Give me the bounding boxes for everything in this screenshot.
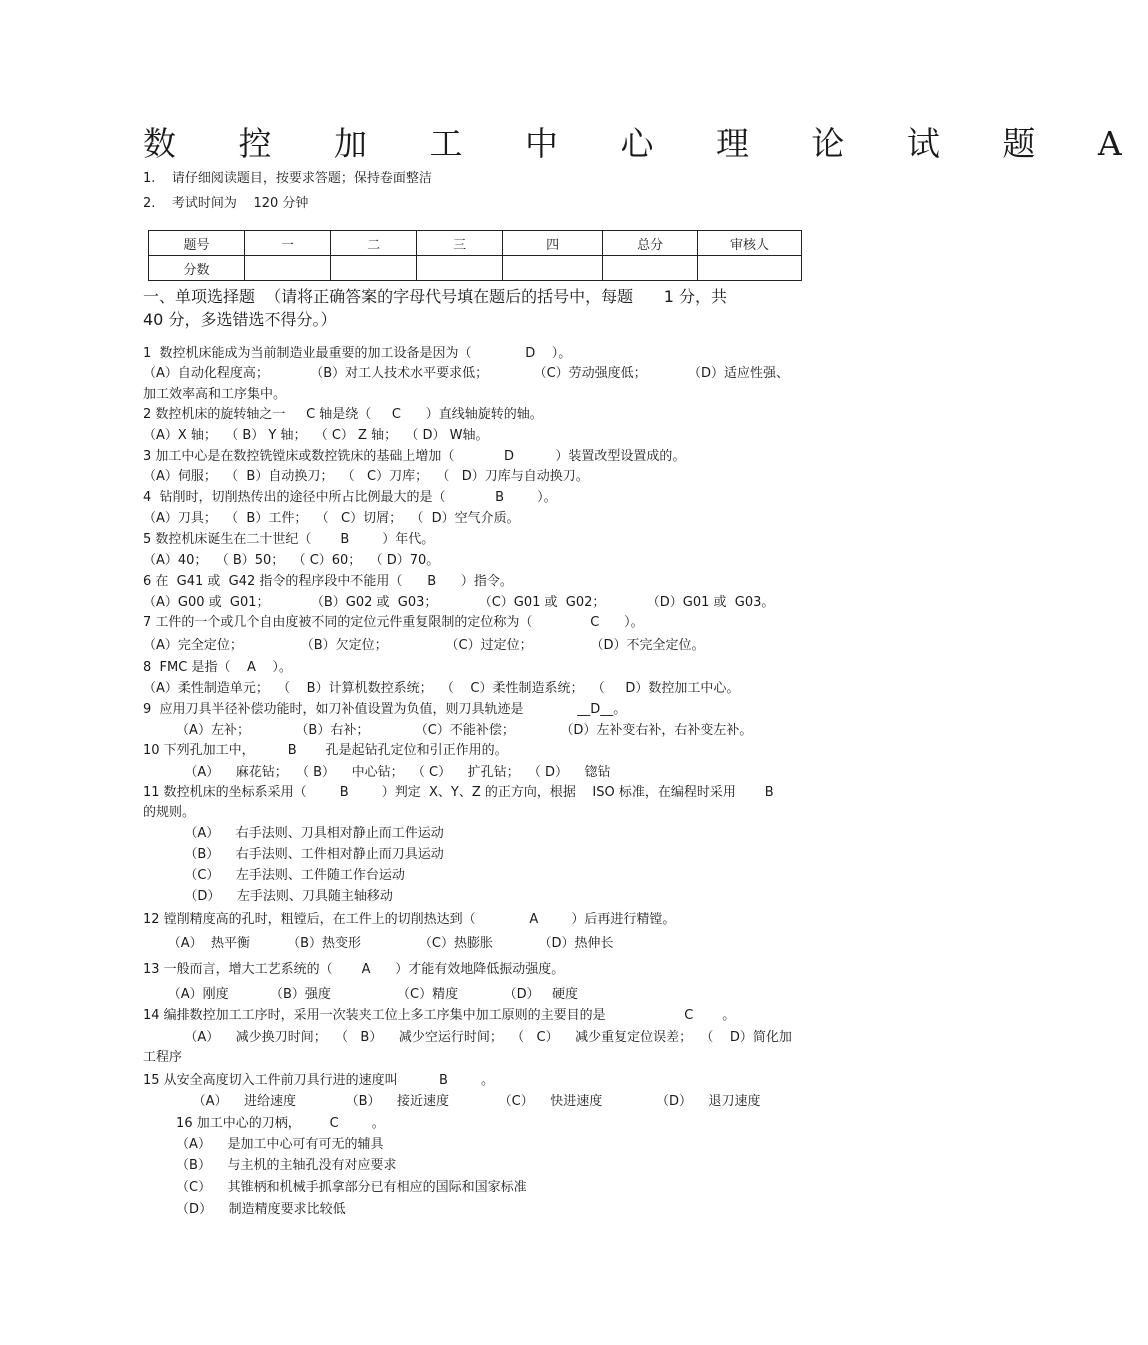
- question-line: （A）40； （ B）50； （ C）60； （ D）70。: [143, 553, 440, 568]
- question-line: （A）自动化程度高； （B）对工人技术水平要求低； （C）劳动强度低； （D）适应性强、: [143, 366, 790, 381]
- question-line: （A）柔性制造单元； （ B）计算机数控系统； （ C）柔性制造系统； （ D）数控加工中心。: [143, 681, 740, 696]
- instruction-2: 2. 考试时间为 120 分钟: [143, 196, 309, 211]
- question-line: 10 下列孔加工中， B 孔是起钻孔定位和引正作用的。: [143, 743, 508, 758]
- question-line: 8 FMC 是指（ A ）。: [143, 660, 292, 675]
- question-line: （D） 左手法则、刀具随主轴移动: [143, 889, 393, 904]
- question-line: 14 编排数控加工工序时，采用一次装夹工位上多工序集中加工原则的主要目的是 C 。: [143, 1008, 736, 1023]
- score-input-cell[interactable]: [417, 256, 503, 281]
- section-heading-line-1: 一、单项选择题 （请将正确答案的字母代号填在题后的括号中，每题 1 分，共: [143, 287, 727, 306]
- question-line: （C） 左手法则、工件随工作台运动: [143, 868, 405, 883]
- question-line: 15 从安全高度切入工件前刀具行进的速度叫 B 。: [143, 1073, 494, 1088]
- question-line: 16 加工中心的刀柄， C 。: [143, 1116, 385, 1131]
- question-line: 2 数控机床的旋转轴之一 C 轴是绕（ C ）直线轴旋转的轴。: [143, 407, 543, 422]
- question-line: （A）X 轴； （ B） Y 轴； （ C） Z 轴； （ D） W轴。: [143, 428, 489, 443]
- question-line: （D） 制造精度要求比较低: [143, 1202, 346, 1217]
- question-line: 11 数控机床的坐标系采用（ B ）判定 X、Y、Z 的正方向，根据 ISO 标准，在编程时采用 B: [143, 785, 774, 800]
- score-table-header-row: [149, 231, 802, 256]
- score-header-cell: 二: [331, 231, 417, 256]
- score-header-cell: 四: [503, 231, 603, 256]
- question-line: （C） 其锥柄和机械手抓拿部分已有相应的国际和国家标准: [143, 1180, 527, 1195]
- question-line: 1 数控机床能成为当前制造业最重要的加工设备是因为（ D ）。: [143, 346, 572, 361]
- question-line: （A） 进给速度 （B） 接近速度 （C） 快进速度 （D） 退刀速度: [143, 1094, 761, 1109]
- question-line: 工程序: [143, 1050, 183, 1065]
- question-line: 的规则。: [143, 805, 196, 820]
- question-line: （A）左补； （B）右补； （C）不能补偿； （D）左补变右补，右补变左补。: [143, 723, 753, 738]
- score-input-cell[interactable]: [603, 256, 698, 281]
- score-header-cell: 审核人: [698, 231, 802, 256]
- score-input-cell[interactable]: [244, 256, 330, 281]
- question-line: （A） 是加工中心可有可无的辅具: [143, 1137, 384, 1152]
- question-line: 7 工件的一个或几个自由度被不同的定位元件重复限制的定位称为（ C ）。: [143, 615, 644, 630]
- question-line: 6 在 G41 或 G42 指令的程序段中不能用（ B ）指令。: [143, 574, 513, 589]
- score-header-cell: 总分: [603, 231, 698, 256]
- question-line: （A）完全定位； （B）欠定位； （C）过定位； （D）不完全定位。: [143, 638, 705, 653]
- question-line: 5 数控机床诞生在二十世纪（ B ）年代。: [143, 532, 435, 547]
- question-line: （A）伺服； （ B）自动换刀； （ C）刀库； （ D）刀库与自动换刀。: [143, 469, 589, 484]
- question-line: （B） 与主机的主轴孔没有对应要求: [143, 1158, 397, 1173]
- question-line: （A） 热平衡 （B）热变形 （C）热膨胀 （D）热伸长: [143, 936, 614, 951]
- question-line: （A）刚度 （B）强度 （C）精度 （D） 硬度: [143, 987, 578, 1002]
- question-line: （A）G00 或 G01； （B）G02 或 G03； （C）G01 或 G02； （D）G01 或 G03。: [143, 595, 775, 610]
- score-input-cell[interactable]: [503, 256, 603, 281]
- question-line: 加工效率高和工序集中。: [143, 387, 287, 402]
- question-line: （A） 麻花钻； （ B） 中心钻； （ C） 扩孔钻； （ D） 锪钻: [143, 765, 611, 780]
- score-row-label: 分数: [149, 256, 245, 281]
- question-line: （B） 右手法则、工件相对静止而刀具运动: [143, 847, 444, 862]
- score-header-cell: 题号: [149, 231, 245, 256]
- question-line: （A） 右手法则、刀具相对静止而工件运动: [143, 826, 444, 841]
- instruction-1: 1. 请仔细阅读题目，按要求答题；保持卷面整洁: [143, 171, 432, 186]
- exam-title: 数 控 加 工 中 心 理 论 试 题 A: [143, 124, 1148, 163]
- question-line: （A）刀具； （ B）工件； （ C）切屑； （ D）空气介质。: [143, 511, 520, 526]
- question-line: （A） 减少换刀时间； （ B） 减少空运行时间； （ C） 减少重复定位误差； （ D）简化加: [143, 1030, 792, 1045]
- question-line: 4 钻削时，切削热传出的途径中所占比例最大的是（ B ）。: [143, 490, 557, 505]
- section-heading-line-2: 40 分，多选错选不得分。）: [143, 310, 337, 329]
- score-header-cell: 一: [244, 231, 330, 256]
- question-line: 9 应用刀具半径补偿功能时，如刀补值设置为负值，则刀具轨迹是 __D__。: [143, 702, 627, 717]
- score-table: [148, 230, 802, 281]
- question-line: 3 加工中心是在数控铣镗床或数控铣床的基础上增加（ D ）装置改型设置成的。: [143, 449, 686, 464]
- question-line: 13 一般而言，增大工艺系统的（ A ）才能有效地降低振动强度。: [143, 962, 565, 977]
- score-header-cell: 三: [417, 231, 503, 256]
- score-input-cell[interactable]: [331, 256, 417, 281]
- score-input-cell[interactable]: [698, 256, 802, 281]
- score-table-score-row: [149, 256, 802, 281]
- question-line: 12 镗削精度高的孔时，粗镗后，在工件上的切削热达到（ A ）后再进行精镗。: [143, 912, 676, 927]
